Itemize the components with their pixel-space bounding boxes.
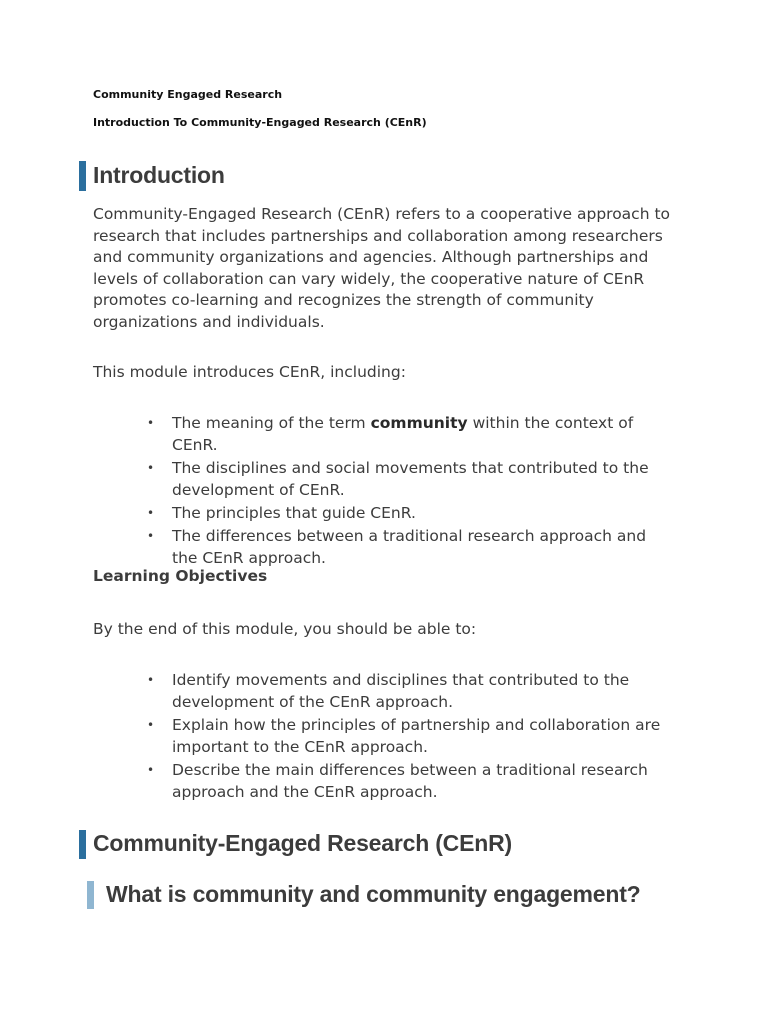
list-item bbox=[93, 412, 672, 456]
bullet-dot-icon: • bbox=[147, 718, 155, 732]
bullet-dot-icon: • bbox=[147, 506, 155, 520]
list-item-text: The principles that guide CEnR. bbox=[172, 504, 416, 522]
list-item-bold-term: community bbox=[370, 414, 468, 432]
list-item bbox=[93, 714, 672, 758]
cenr-section-heading: Community-Engaged Research (CEnR) bbox=[93, 830, 512, 856]
list-item-text: Describe the main differences between a traditional research approach and the CEnR approach. bbox=[172, 761, 648, 801]
list-item bbox=[93, 759, 672, 803]
list-item-text-after: within the context of CEnR. bbox=[172, 414, 634, 454]
section-bar-icon bbox=[79, 161, 86, 191]
list-item bbox=[93, 669, 672, 713]
document-title: Community Engaged Research bbox=[93, 88, 283, 101]
list-item bbox=[93, 502, 672, 524]
list-item bbox=[93, 457, 672, 501]
bullet-dot-icon: • bbox=[147, 529, 155, 543]
document-subtitle: Introduction To Community-Engaged Research (CEnR) bbox=[93, 116, 427, 129]
bullet-dot-icon: • bbox=[147, 416, 155, 430]
bullet-dot-icon: • bbox=[147, 763, 155, 777]
introduction-heading: Introduction bbox=[93, 162, 225, 188]
objectives-lead-text: By the end of this module, you should be able to: bbox=[93, 620, 477, 638]
list-item bbox=[93, 525, 672, 569]
list-item-text: The meaning of the term bbox=[172, 414, 371, 432]
list-item-text: Identify movements and disciplines that contributed to the development of the CEnR approach. bbox=[172, 671, 630, 711]
learning-objectives-heading: Learning Objectives bbox=[93, 567, 268, 585]
bullet-dot-icon: • bbox=[147, 461, 155, 475]
intro-list bbox=[93, 412, 693, 570]
list-item-text: Explain how the principles of partnership and collaboration are important to the CEnR approach. bbox=[172, 716, 661, 756]
objectives-list bbox=[93, 669, 693, 804]
intro-lead-text: This module introduces CEnR, including: bbox=[93, 363, 406, 381]
subsection-bar-icon bbox=[87, 881, 94, 909]
section-bar-icon bbox=[79, 830, 86, 859]
intro-paragraph: Community-Engaged Research (CEnR) refers to a cooperative approach to research that includes partnerships and collaboration among researchers and community organizations and agencies. Although partnerships and levels of collaboration can vary widely, the cooperative nature of CEnR promotes co-learning and recognizes the strength of community organizations and individuals. bbox=[93, 205, 671, 331]
bullet-dot-icon: • bbox=[147, 673, 155, 687]
list-item-text: The disciplines and social movements that contributed to the development of CEnR. bbox=[172, 459, 649, 499]
list-item-text: The differences between a traditional research approach and the CEnR approach. bbox=[172, 527, 647, 567]
community-subheading: What is community and community engagement? bbox=[106, 881, 641, 907]
